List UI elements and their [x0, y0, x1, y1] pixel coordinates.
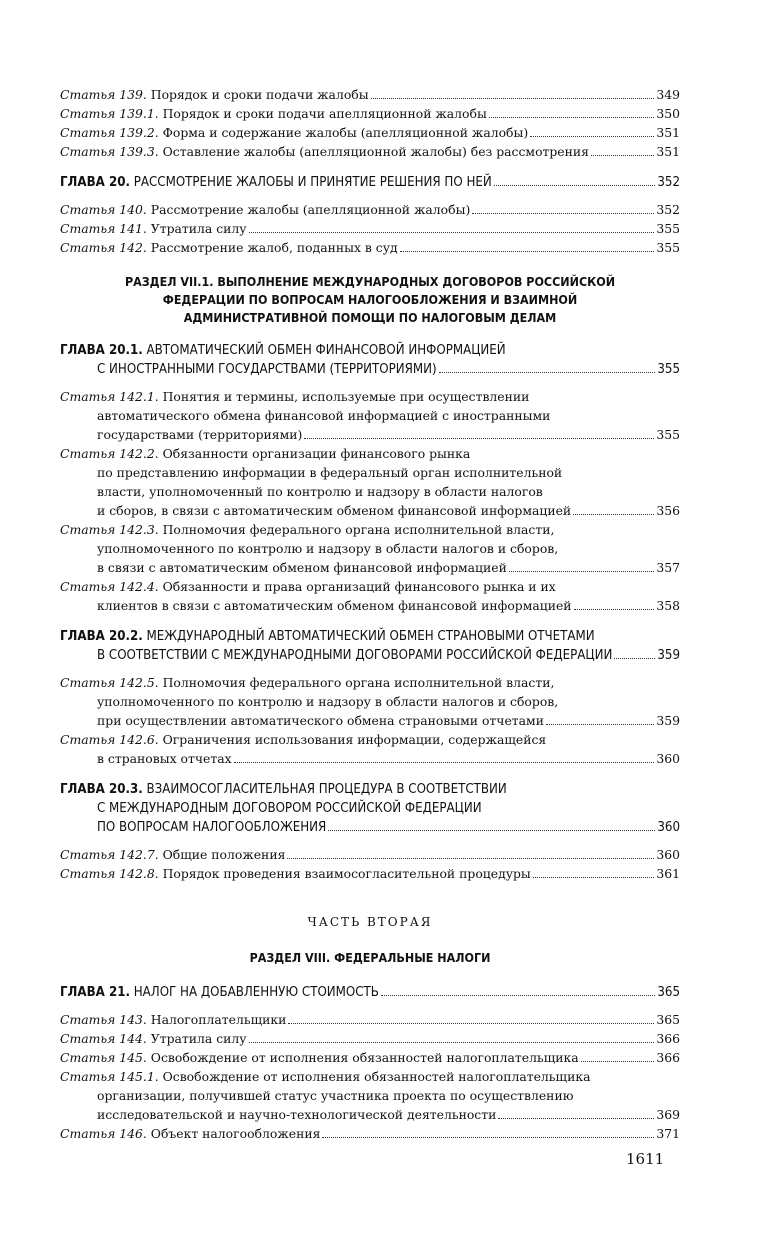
page-number: 357 — [656, 560, 680, 575]
leader-dots — [533, 877, 655, 878]
page-number: 361 — [656, 866, 680, 881]
leader-dots — [498, 1118, 654, 1119]
page-number: 352 — [656, 202, 680, 217]
page-number: 360 — [656, 751, 680, 766]
part-heading: ЧАСТЬ ВТОРАЯ — [307, 915, 433, 929]
leader-dots — [439, 372, 656, 373]
toc-entry: Статья 142.7. Общие положения 360 — [60, 847, 680, 862]
page-number: 371 — [656, 1126, 680, 1141]
leader-dots — [581, 1061, 655, 1062]
toc-entry: Статья 146. Объект налогообложения 371 — [60, 1126, 680, 1141]
leader-dots — [287, 858, 654, 859]
page-number: 351 — [656, 125, 680, 140]
page-number: 366 — [656, 1031, 680, 1046]
toc-entry: Статья 140. Рассмотрение жалобы (апелляционной жалобы) 352 — [60, 202, 680, 217]
page-number: 352 — [657, 175, 680, 190]
toc-entry: Статья 142.6. Ограничения использования информации, содержащейся в страновых отчетах 360 — [60, 732, 680, 766]
leader-dots — [400, 251, 655, 252]
toc-entry: Статья 142.5. Полномочия федерального органа исполнительной власти, уполномоченного по контролю и надзору в области налогов и сборов, при осуществлении автоматического обмена страновыми отчетами 359 — [60, 675, 680, 728]
toc-group-appeals — [60, 85, 680, 161]
toc-entry: Статья 139. Порядок и сроки подачи жалобы 349 — [60, 87, 680, 102]
page-number: 349 — [656, 87, 680, 102]
page-number: 358 — [656, 598, 680, 613]
toc-entry: Статья 142.3. Полномочия федерального органа исполнительной власти, уполномоченного по контролю и надзору в области налогов и сборов, в связи с автоматическим обменом финансовой информацией 357 — [60, 522, 680, 575]
toc-entry: Статья 145.1. Освобождение от исполнения обязанностей налогоплательщика организации, получившей статус участника проекта по осуществлению исследовательской и научно-технологической деятельности 369 — [60, 1069, 680, 1122]
toc-entry: Статья 142. Рассмотрение жалоб, поданных в суд 355 — [60, 240, 680, 255]
page-number: 356 — [656, 503, 680, 518]
leader-dots — [249, 232, 655, 233]
page-number: 350 — [656, 106, 680, 121]
page-number: 360 — [657, 820, 680, 835]
toc-entry: Статья 139.3. Оставление жалобы (апелляционной жалобы) без рассмотрения 351 — [60, 144, 680, 159]
toc-entry: Статья 141. Утратила силу 355 — [60, 221, 680, 236]
page-number: 355 — [656, 240, 680, 255]
toc-entry: Статья 144. Утратила силу 366 — [60, 1031, 680, 1046]
leader-dots — [328, 830, 655, 831]
chapter-heading: ГЛАВА 20.1. АВТОМАТИЧЕСКИЙ ОБМЕН ФИНАНСОВОЙ ИНФОРМАЦИЕЙ — [60, 343, 506, 358]
leader-dots — [509, 571, 654, 572]
leader-dots — [249, 1042, 655, 1043]
page-number: 355 — [656, 427, 680, 442]
leader-dots — [472, 213, 654, 214]
chapter-heading-cont: С МЕЖДУНАРОДНЫМ ДОГОВОРОМ РОССИЙСКОЙ ФЕДЕРАЦИИ — [97, 801, 482, 816]
toc-entry: Статья 142.8. Порядок проведения взаимосогласительной процедуры 361 — [60, 866, 680, 881]
toc-entry: Статья 139.1. Порядок и сроки подачи апелляционной жалобы 350 — [60, 106, 680, 121]
section-heading: РАЗДЕЛ VIII. ФЕДЕРАЛЬНЫЕ НАЛОГИ — [249, 950, 491, 965]
leader-dots — [234, 762, 655, 763]
toc-entry: Статья 142.1. Понятия и термины, используемые при осуществлении автоматического обмена финансовой информацией с иностранными государствами (территориями) 355 — [60, 389, 680, 442]
leader-dots — [573, 514, 654, 515]
leader-dots — [614, 658, 655, 659]
leader-dots — [371, 98, 655, 99]
chapter-heading: ГЛАВА 20.3. ВЗАИМОСОГЛАСИТЕЛЬНАЯ ПРОЦЕДУРА В СООТВЕТСТВИИ — [60, 782, 507, 797]
leader-dots — [591, 155, 654, 156]
section-heading: РАЗДЕЛ VII.1. ВЫПОЛНЕНИЕ МЕЖДУНАРОДНЫХ ДОГОВОРОВ РОССИЙСКОЙ ФЕДЕРАЦИИ ПО ВОПРОСАМ НАЛОГООБЛОЖЕНИЯ И ВЗАИМНОЙ АДМИНИСТРАТИВНОЙ ПОМОЩИ ПО НАЛОГОВЫМ ДЕЛАМ — [124, 274, 616, 325]
page-number: 359 — [656, 713, 680, 728]
page-number: 351 — [656, 144, 680, 159]
chapter-heading: ГЛАВА 21. НАЛОГ НА ДОБАВЛЕННУЮ СТОИМОСТЬ 365 — [60, 985, 680, 1000]
toc-entry: Статья 145. Освобождение от исполнения обязанностей налогоплательщика 366 — [60, 1050, 680, 1065]
chapter-heading-cont: В СООТВЕТСТВИИ С МЕЖДУНАРОДНЫМИ ДОГОВОРАМИ РОССИЙСКОЙ ФЕДЕРАЦИИ 359 — [97, 648, 680, 663]
leader-dots — [489, 117, 655, 118]
leader-dots — [546, 724, 654, 725]
leader-dots — [288, 1023, 654, 1024]
toc-entry: Статья 142.4. Обязанности и права организаций финансового рынка и их клиентов в связи с автоматическим обменом финансовой информацией 358 — [60, 579, 680, 613]
page-number: 365 — [657, 985, 680, 1000]
toc-entry: Статья 143. Налогоплательщики 365 — [60, 1012, 680, 1027]
leader-dots — [530, 136, 654, 137]
toc-page — [60, 85, 680, 1143]
chapter-heading: ГЛАВА 20. РАССМОТРЕНИЕ ЖАЛОБЫ И ПРИНЯТИЕ РЕШЕНИЯ ПО НЕЙ 352 — [60, 175, 680, 190]
page-number: 355 — [657, 362, 680, 377]
page-number: 360 — [656, 847, 680, 862]
page-number: 359 — [657, 648, 680, 663]
toc-entry: Статья 142.2. Обязанности организации финансового рынка по представлению информации в федеральный орган исполнительной власти, уполномоченный по контролю и надзору в области налогов и сборов, в связи с автоматическим обменом финансовой информацией 356 — [60, 446, 680, 518]
toc-entry: Статья 139.2. Форма и содержание жалобы (апелляционной жалобы) 351 — [60, 125, 680, 140]
chapter-heading-cont: ПО ВОПРОСАМ НАЛОГООБЛОЖЕНИЯ 360 — [97, 820, 680, 835]
chapter-heading-cont: С ИНОСТРАННЫМИ ГОСУДАРСТВАМИ (ТЕРРИТОРИЯМИ) 355 — [97, 362, 680, 377]
leader-dots — [494, 185, 656, 186]
page-number: 355 — [656, 221, 680, 236]
page-number: 365 — [656, 1012, 680, 1027]
leader-dots — [304, 438, 654, 439]
leader-dots — [381, 995, 655, 996]
chapter-heading: ГЛАВА 20.2. МЕЖДУНАРОДНЫЙ АВТОМАТИЧЕСКИЙ ОБМЕН СТРАНОВЫМИ ОТЧЕТАМИ — [60, 629, 595, 644]
leader-dots — [574, 609, 655, 610]
page-number: 369 — [656, 1107, 680, 1122]
leader-dots — [322, 1137, 654, 1138]
page-number: 366 — [656, 1050, 680, 1065]
page-folio: 1611 — [626, 1150, 665, 1168]
